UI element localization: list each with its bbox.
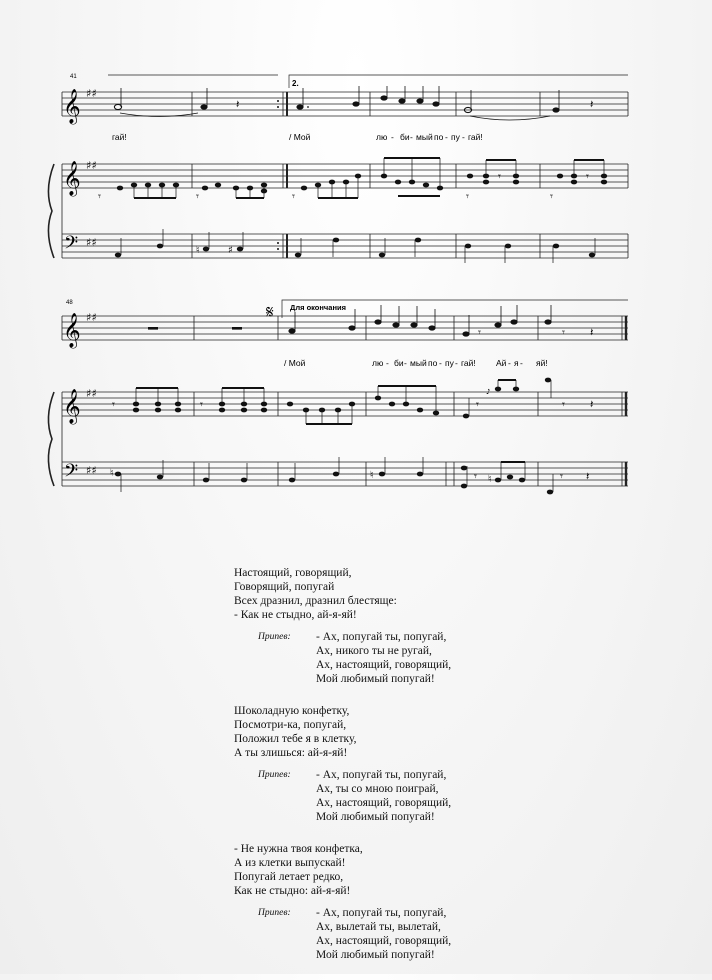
- piano-bass-staff: [48, 164, 628, 263]
- svg-text:♪: ♪: [486, 388, 491, 396]
- svg-text:♮: ♮: [110, 468, 114, 479]
- refrain-label: Припев:: [258, 632, 291, 642]
- vocal-lyrics-2: [284, 358, 548, 368]
- lyric-syllable: пу: [451, 132, 460, 142]
- lyric-syllable: гай!: [468, 132, 483, 142]
- vocal-lyrics-1: [112, 132, 483, 142]
- stanza-3: [234, 842, 451, 962]
- bass-clef-icon: 𝄢: [64, 461, 79, 486]
- piano-treble-staff: [62, 158, 628, 203]
- key-signature-icon: ♯♯: [86, 87, 97, 100]
- key-signature-icon: ♯♯: [86, 464, 97, 477]
- refrain-line: - Ах, попугай ты, попугай,: [316, 907, 447, 919]
- svg-text:𝄾: 𝄾: [560, 470, 563, 483]
- svg-text:𝄾: 𝄾: [98, 190, 101, 203]
- verse-line: Положил тебе я в клетку,: [234, 733, 357, 745]
- piano-brace-icon: [48, 164, 54, 258]
- lyric-syllable: мый: [410, 358, 427, 368]
- refrain-label: Припев:: [258, 908, 291, 918]
- verse-line: Попугай летает редко,: [234, 871, 344, 883]
- stanza-2: [234, 704, 451, 824]
- svg-text:𝄾: 𝄾: [292, 190, 295, 203]
- refrain-line: Ах, ты со мною поиграй,: [316, 783, 439, 795]
- refrain-line: Ах, настоящий, говорящий,: [316, 797, 452, 809]
- svg-text:𝄽: 𝄽: [236, 98, 240, 111]
- lyric-syllable: гай!: [112, 132, 127, 142]
- lyric-syllable: -: [404, 358, 407, 368]
- verse-line: А ты злишься: ай-я-яй!: [234, 747, 348, 759]
- svg-text:𝄽: 𝄽: [590, 326, 594, 339]
- refrain: [234, 630, 451, 686]
- system-2: [48, 300, 628, 494]
- svg-text:♮: ♮: [488, 474, 492, 485]
- refrain-line: Мой любимый попугай!: [316, 949, 435, 961]
- lyric-syllable: / Мой: [289, 132, 311, 142]
- svg-text:𝄽: 𝄽: [590, 98, 594, 111]
- refrain-line: Мой любимый попугай!: [316, 673, 435, 685]
- lyric-syllable: лю: [372, 358, 384, 368]
- volta-label: 2.: [292, 79, 299, 88]
- verse-line: - Как не стыдно, ай-я-яй!: [234, 609, 357, 621]
- svg-text:𝄾: 𝄾: [200, 398, 203, 411]
- key-signature-icon: ♯♯: [86, 236, 97, 249]
- key-signature-icon: ♯♯: [86, 159, 97, 172]
- svg-text:♮: ♮: [370, 470, 374, 481]
- lyric-syllable: мый: [416, 132, 433, 142]
- lyric-syllable: я: [514, 358, 519, 368]
- svg-text:𝄾: 𝄾: [498, 170, 501, 183]
- voice-staff: [62, 86, 628, 125]
- lyric-syllable: -: [386, 358, 389, 368]
- svg-text:𝄾: 𝄾: [586, 170, 589, 183]
- key-signature-icon: ♯♯: [86, 387, 97, 400]
- svg-text:𝄾: 𝄾: [562, 398, 565, 411]
- treble-clef-icon: 𝄞: [63, 161, 81, 196]
- song-lyrics: [234, 566, 451, 980]
- lyric-syllable: гай!: [461, 358, 476, 368]
- lyric-syllable: -: [462, 132, 465, 142]
- svg-text:𝄾: 𝄾: [476, 398, 479, 411]
- refrain-line: - Ах, попугай ты, попугай,: [316, 631, 447, 643]
- section-label: Для окончания: [290, 303, 346, 312]
- verse-line: Говорящий, попугай: [234, 581, 335, 593]
- verse-line: Как не стыдно: ай-я-яй!: [234, 885, 351, 897]
- svg-text:𝄽: 𝄽: [586, 470, 590, 483]
- verse-line: - Не нужна твоя конфетка,: [234, 843, 363, 855]
- svg-text:♮: ♮: [196, 245, 200, 256]
- lyric-syllable: -: [410, 132, 413, 142]
- refrain-line: Ах, настоящий, говорящий,: [316, 659, 452, 671]
- lyric-syllable: -: [445, 132, 448, 142]
- verse-line: А из клетки выпускай!: [234, 857, 346, 869]
- treble-clef-icon: 𝄞: [63, 313, 81, 348]
- piano-treble-staff: [62, 378, 628, 425]
- svg-text:𝄾: 𝄾: [112, 398, 115, 411]
- svg-text:𝄾: 𝄾: [562, 326, 565, 339]
- svg-text:𝄾: 𝄾: [474, 470, 477, 483]
- lyric-syllable: по: [434, 132, 444, 142]
- measure-number: 41: [70, 74, 77, 80]
- bass-clef-icon: 𝄢: [64, 233, 79, 258]
- refrain-line: Ах, вылетай ты, вылетай,: [316, 921, 441, 933]
- verse-line: Всех дразнил, дразнил блестяще:: [234, 595, 397, 607]
- refrain-label: Припев:: [258, 770, 291, 780]
- svg-text:𝄾: 𝄾: [466, 190, 469, 203]
- refrain: [234, 906, 451, 962]
- key-signature-icon: ♯♯: [86, 311, 97, 324]
- lyric-syllable: по: [428, 358, 438, 368]
- lyric-syllable: -: [455, 358, 458, 368]
- verse-line: Настоящий, говорящий,: [234, 567, 352, 579]
- refrain: [234, 768, 451, 824]
- lyric-syllable: лю: [376, 132, 388, 142]
- refrain-line: Ах, никого ты не ругай,: [316, 645, 432, 657]
- lyric-syllable: Ай: [496, 358, 507, 368]
- treble-clef-icon: 𝄞: [63, 89, 81, 124]
- svg-text:𝄾: 𝄾: [550, 190, 553, 203]
- lyric-syllable: би: [400, 132, 410, 142]
- verse-line: Посмотри-ка, попугай,: [234, 719, 347, 731]
- treble-clef-icon: 𝄞: [63, 389, 81, 424]
- refrain-line: Мой любимый попугай!: [316, 811, 435, 823]
- lyric-syllable: -: [520, 358, 523, 368]
- svg-text:𝄽: 𝄽: [590, 398, 594, 411]
- segno-icon: 𝄋: [266, 302, 274, 323]
- lyric-syllable: -: [391, 132, 394, 142]
- verse-line: Шоколадную конфетку,: [234, 705, 350, 717]
- piano-brace-icon: [48, 392, 54, 486]
- piano-bass-staff: [48, 392, 628, 494]
- lyric-syllable: / Мой: [284, 358, 306, 368]
- lyric-syllable: би: [394, 358, 404, 368]
- system-1: [48, 74, 628, 263]
- refrain-line: - Ах, попугай ты, попугай,: [316, 769, 447, 781]
- stanza-1: [234, 566, 451, 686]
- lyric-syllable: яй!: [536, 358, 548, 368]
- measure-number: 48: [66, 300, 73, 306]
- svg-text:𝄾: 𝄾: [196, 190, 199, 203]
- lyric-syllable: пу: [445, 358, 454, 368]
- refrain-line: Ах, настоящий, говорящий,: [316, 935, 452, 947]
- lyric-syllable: -: [508, 358, 511, 368]
- lyric-syllable: -: [439, 358, 442, 368]
- svg-text:𝄾: 𝄾: [478, 326, 481, 339]
- svg-text:♯: ♯: [228, 245, 233, 256]
